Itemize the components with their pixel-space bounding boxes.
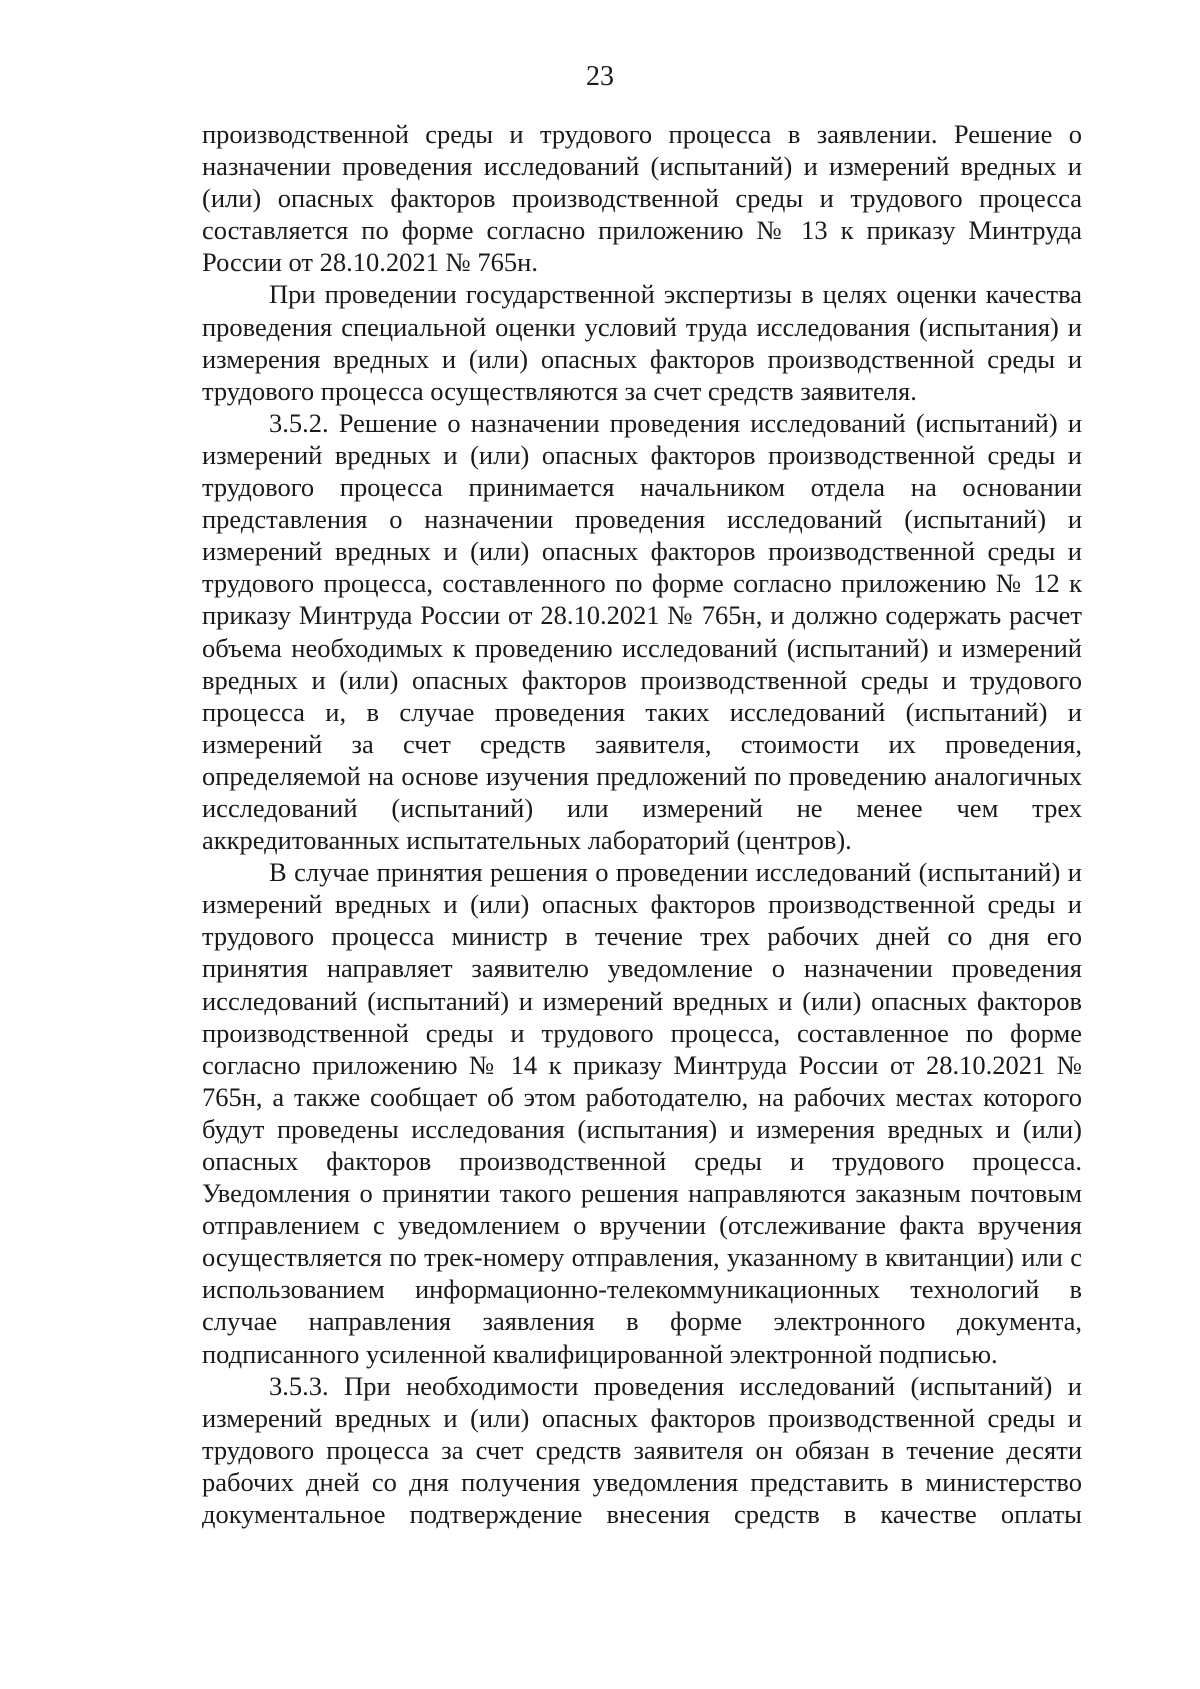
paragraph-decision-notification: В случае принятия решения о проведении исследований (испытаний) и измерений вредных и (или) опасных факторов производственной среды и трудового процесса министр в течение трех рабочих дней со дня его принятия направляет заявителю уведомление о назначении проведения исследований (испытаний) и измерений вредных и (или) опасных факторов производственной среды и трудового процесса, составленное по форме согласно приложению № 14 к приказу Минтруда России от 28.10.2021 № 765н, а также сообщает об этом работодателю, на рабочих местах которого будут проведены исследования (испытания) и измерения вредных и (или) опасных факторов производственной среды и трудового процесса. Уведомления о принятии такого решения направляются заказным почтовым отправлением с уведомлением о вручении (отслеживание факта вручения осуществляется по трек-номеру отправления, указанному в квитанции) или с использованием информационно-телекоммуникационных технологий в случае направления заявления в форме электронного документа, подписанного усиленной квалифицированной электронной подписью. [202, 857, 1082, 1369]
document-body [202, 118, 1082, 1530]
paragraph-3-5-2: 3.5.2. Решение о назначении проведения исследований (испытаний) и измерений вредных и (или) опасных факторов производственной среды и трудового процесса принимается начальником отдела на основании представления о назначении проведения исследований (испытаний) и измерений вредных и (или) опасных факторов производственной среды и трудового процесса, составленного по форме согласно приложению № 12 к приказу Минтруда России от 28.10.2021 № 765н, и должно содержать расчет объема необходимых к проведению исследований (испытаний) и измерений вредных и (или) опасных факторов производственной среды и трудового процесса и, в случае проведения таких исследований (испытаний) и измерений за счет средств заявителя, стоимости их проведения, определяемой на основе изучения предложений по проведению аналогичных исследований (испытаний) или измерений не менее чем трех аккредитованных испытательных лабораторий (центров). [202, 407, 1082, 856]
paragraph-continuation: производственной среды и трудового процесса в заявлении. Решение о назначении проведения исследований (испытаний) и измерений вредных и (или) опасных факторов производственной среды и трудового процесса составляется по форме согласно приложению № 13 к приказу Минтруда России от 28.10.2021 № 765н. [202, 119, 1082, 278]
paragraph-state-expertise: При проведении государственной экспертизы в целях оценки качества проведения специальной оценки условий труда исследования (испытания) и измерения вредных и (или) опасных факторов производственной среды и трудового процесса осуществляются за счет средств заявителя. [202, 279, 1082, 406]
paragraph-3-5-3: 3.5.3. При необходимости проведения исследований (испытаний) и измерений вредных и (или) опасных факторов производственной среды и трудового процесса за счет средств заявителя он обязан в течение десяти рабочих дней со дня получения уведомления представить в министерство документальное подтверждение внесения средств в качестве оплаты [202, 1370, 1082, 1530]
page-number: 23 [586, 61, 614, 92]
